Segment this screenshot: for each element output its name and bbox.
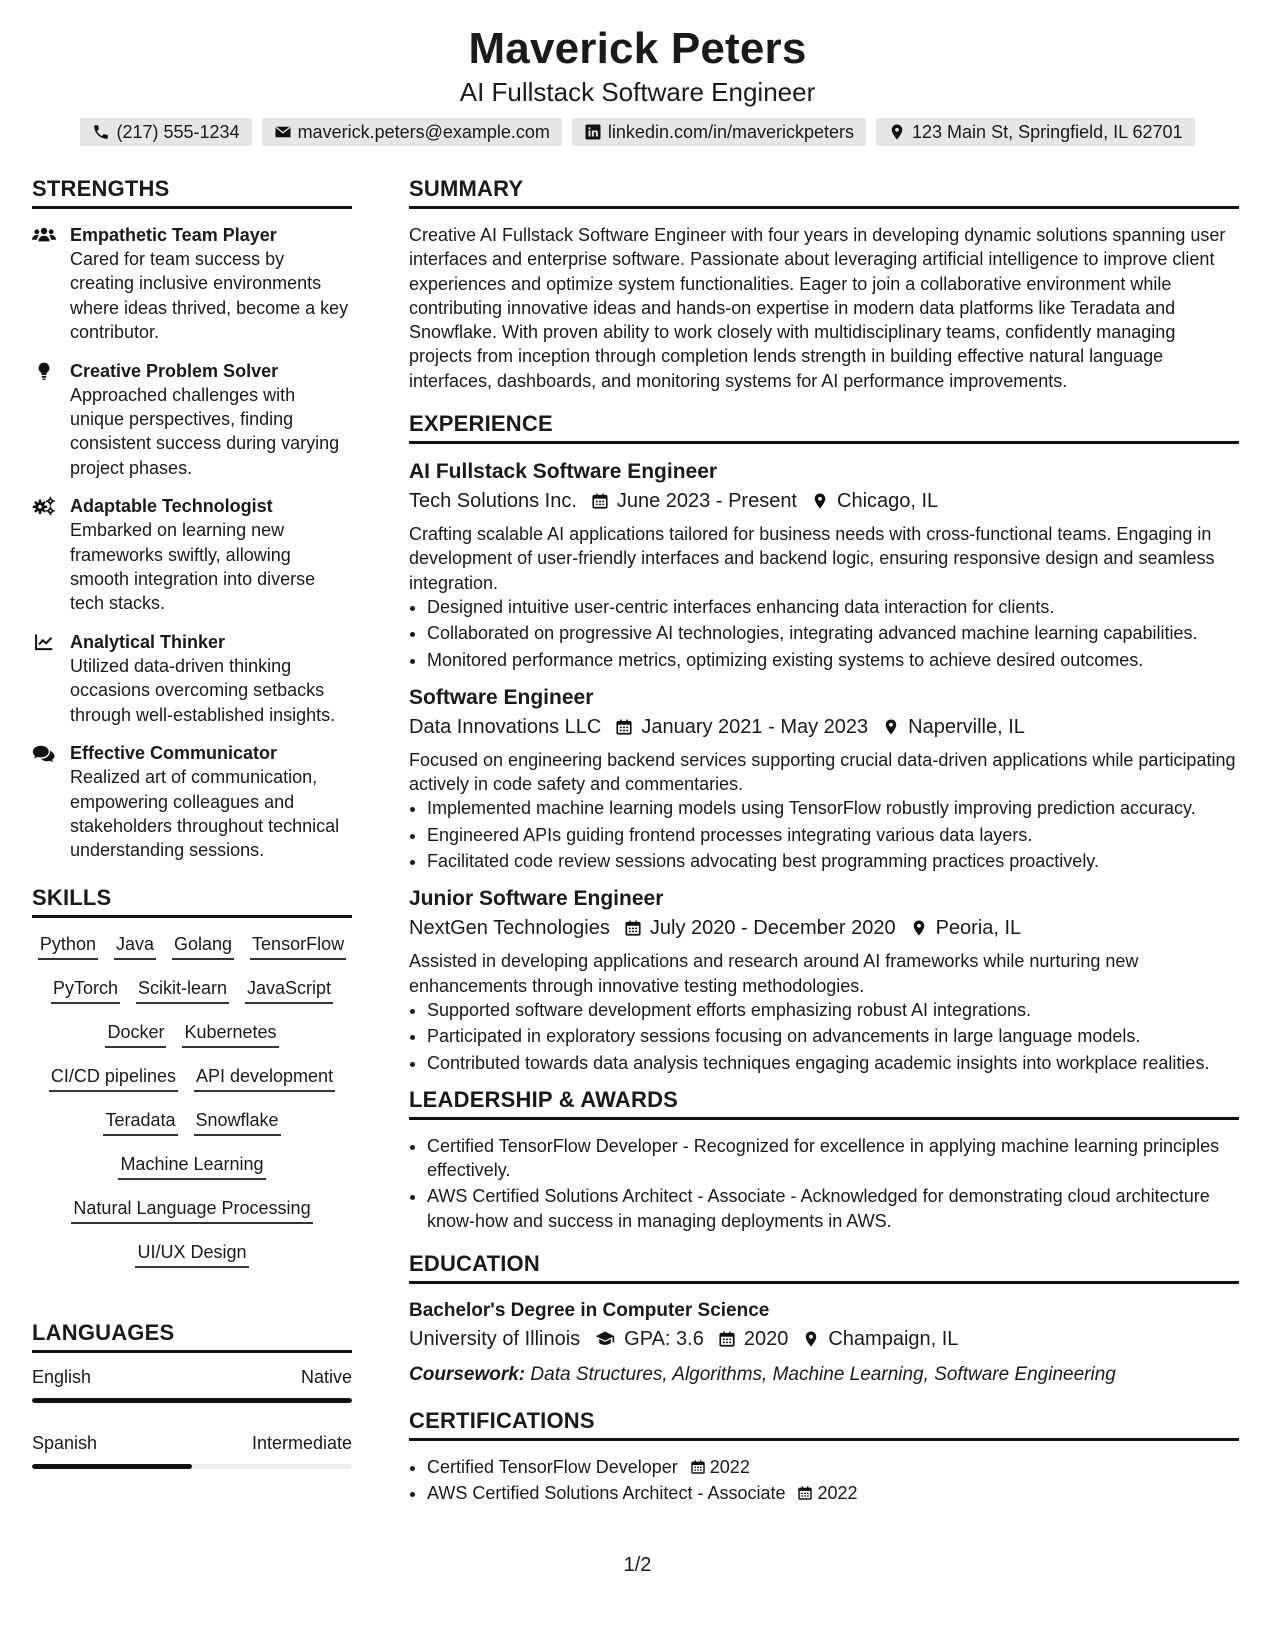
job-entry — [409, 684, 1239, 873]
education-degree: Bachelor's Degree in Computer Science — [409, 1300, 770, 1322]
job-entry — [409, 458, 1239, 672]
language-proficiency-bar — [32, 1398, 352, 1403]
map-marker-icon — [882, 718, 900, 736]
certification-year: 2022 — [709, 1457, 750, 1478]
strength-body — [70, 359, 352, 481]
job-dates: January 2021 - May 2023 — [641, 715, 869, 738]
job-entry — [409, 885, 1239, 1074]
experience-heading: EXPERIENCE — [409, 411, 1239, 444]
calendar-icon — [797, 1485, 813, 1501]
award-item: • Certified TensorFlow Developer - Recognized for excellence in applying machine learning principles effectively. — [427, 1134, 1239, 1183]
skills-row — [32, 1020, 352, 1048]
strength-title: Analytical Thinker — [70, 631, 226, 652]
education-location: Champaign, IL — [828, 1328, 959, 1351]
map-marker-icon — [910, 919, 928, 937]
skills-row — [32, 1196, 352, 1224]
education-meta — [409, 1324, 1239, 1354]
strength-item — [32, 223, 352, 345]
language-proficiency-fill — [32, 1398, 352, 1403]
summary-text: Creative AI Fullstack Software Engineer with four years in developing dynamic solutions spanning user interfaces and enterprise software. Passionate about leveraging artificial intelligence to improve client experiences and optimize system functionalities. Eager to join a collaborative environment while contributing innovative ideas and hands-on expertise in modern data platforms like Teradata and Snowflake. With proven ability to work closely with multidisciplinary teams, confidently managing projects from inception through completion lends strength in building effective natural language interfaces, dashboards, and monitoring systems for AI performance improvements. — [409, 225, 1226, 391]
candidate-name: Maverick Peters — [468, 24, 807, 73]
strength-desc: Utilized data-driven thinking occasions overcoming setbacks through well-established insights. — [70, 655, 336, 725]
language-name: Spanish — [32, 1432, 98, 1453]
skill-tag: Kubernetes — [182, 1020, 278, 1048]
job-description: Crafting scalable AI applications tailored for business needs with cross-functional teams. Engaging in development of user-friendly interfaces and backend logic, ensuring responsive design and seamless integration. — [409, 524, 1215, 593]
job-company: NextGen Technologies — [409, 917, 610, 940]
address-text: 123 Main St, Springfield, IL 62701 — [912, 121, 1183, 142]
job-bullet: • Contributed towards data analysis techniques engaging academic insights into workplace realities. — [427, 1051, 1239, 1075]
strength-icon-wrap — [32, 494, 70, 616]
job-dates: July 2020 - December 2020 — [649, 917, 896, 940]
skills-list — [32, 932, 352, 1276]
language-row — [32, 1365, 352, 1389]
job-meta — [409, 913, 1239, 943]
skills-row — [32, 976, 352, 1004]
strength-body — [70, 741, 352, 863]
strength-desc: Approached challenges with unique perspectives, finding consistent success during varying project phases. — [70, 384, 340, 478]
job-title: AI Fullstack Software Engineer — [409, 460, 718, 484]
job-location: Peoria, IL — [935, 917, 1022, 940]
skills-row — [32, 1240, 352, 1268]
certification-item — [427, 1455, 1239, 1479]
calendar-icon — [624, 919, 642, 937]
experience-list — [409, 458, 1239, 1075]
graduation-cap-icon — [594, 1329, 616, 1349]
job-company: Data Innovations LLC — [409, 715, 602, 738]
job-bullet: • Supported software development efforts emphasizing robust AI integrations. — [427, 998, 1239, 1022]
job-dates: June 2023 - Present — [616, 490, 797, 513]
gears-icon — [32, 496, 56, 516]
language-row — [32, 1431, 352, 1455]
coursework-text: Data Structures, Algorithms, Machine Learning, Software Engineering — [530, 1364, 1116, 1386]
skill-tag: Teradata — [103, 1108, 177, 1136]
calendar-icon — [718, 1330, 736, 1348]
map-marker-icon — [888, 123, 906, 141]
contact-bar — [0, 118, 1275, 146]
linkedin-text: linkedin.com/in/maverickpeters — [607, 121, 855, 142]
job-meta — [409, 486, 1239, 516]
strength-item — [32, 741, 352, 863]
leadership-heading: LEADERSHIP & AWARDS — [409, 1087, 1239, 1120]
page-number: 1/2 — [623, 1554, 652, 1576]
job-bullets — [409, 796, 1239, 873]
phone-text: (217) 555-1234 — [116, 121, 240, 142]
phone-icon — [92, 123, 110, 141]
strength-desc: Cared for team success by creating inclusive environments where ideas thrived, become a key contributor. — [70, 249, 349, 343]
skills-row — [32, 1064, 352, 1092]
contact-email[interactable] — [262, 118, 562, 146]
summary-heading: SUMMARY — [409, 176, 1239, 209]
strengths-heading: STRENGTHS — [32, 176, 352, 209]
skill-tag: CI/CD pipelines — [49, 1064, 178, 1092]
certification-item — [427, 1481, 1239, 1505]
job-bullet: • Monitored performance metrics, optimizing existing systems to achieve desired outcomes. — [427, 648, 1239, 672]
right-column — [409, 176, 1239, 1508]
education-year: 2020 — [743, 1328, 789, 1351]
strength-icon-wrap — [32, 223, 70, 345]
contact-address — [876, 118, 1195, 146]
left-column — [32, 176, 352, 1508]
skill-tag: Scikit-learn — [136, 976, 229, 1004]
skill-tag: Python — [38, 932, 98, 960]
job-bullet: • Implemented machine learning models using TensorFlow robustly improving prediction accuracy. — [427, 796, 1239, 820]
map-marker-icon — [802, 1330, 820, 1348]
strength-body — [70, 630, 352, 727]
skill-tag: JavaScript — [245, 976, 333, 1004]
certifications-list — [409, 1455, 1239, 1506]
strength-item — [32, 359, 352, 481]
job-title: Software Engineer — [409, 685, 594, 709]
skill-tag: Snowflake — [194, 1108, 281, 1136]
skills-row — [32, 1108, 352, 1136]
email-text: maverick.peters@example.com — [297, 121, 550, 142]
skill-tag: TensorFlow — [250, 932, 346, 960]
job-bullet: • Collaborated on progressive AI technologies, integrating advanced machine learning capabilities. — [427, 621, 1239, 645]
skill-tag: Golang — [172, 932, 234, 960]
comments-icon — [32, 743, 56, 763]
job-bullet: • Engineered APIs guiding frontend processes integrating various data layers. — [427, 823, 1239, 847]
job-bullets — [409, 595, 1239, 672]
certifications-heading: CERTIFICATIONS — [409, 1408, 1239, 1441]
certification-name: • AWS Certified Solutions Architect - Associate — [427, 1483, 786, 1504]
strength-desc: Embarked on learning new frameworks swiftly, allowing smooth integration into diverse tech stacks. — [70, 520, 316, 614]
users-icon — [32, 225, 56, 245]
job-bullets — [409, 998, 1239, 1075]
certification-row — [427, 1455, 1239, 1479]
calendar-icon — [690, 1459, 706, 1475]
strength-body — [70, 223, 352, 345]
job-description: Assisted in developing applications and research around AI frameworks while nurturing new enhancements through innovative testing methodologies. — [409, 951, 1139, 996]
map-marker-icon — [811, 492, 829, 510]
education-heading: EDUCATION — [409, 1251, 1239, 1284]
job-bullet: • Designed intuitive user-centric interfaces enhancing data interaction for clients. — [427, 595, 1239, 619]
strength-icon-wrap — [32, 741, 70, 863]
language-level: Intermediate — [251, 1432, 352, 1453]
job-location: Naperville, IL — [908, 715, 1025, 738]
job-description: Focused on engineering backend services supporting crucial data-driven applications while participating actively in code safety and commentaries. — [409, 749, 1236, 795]
education-school: University of Illinois — [409, 1328, 581, 1351]
skill-tag: API development — [194, 1064, 335, 1092]
strength-title: Empathetic Team Player — [70, 225, 277, 245]
skills-heading: SKILLS — [32, 885, 352, 918]
envelope-icon — [274, 123, 292, 141]
language-proficiency-bar — [32, 1464, 352, 1469]
skill-tag: UI/UX Design — [135, 1240, 248, 1268]
calendar-icon — [591, 492, 609, 510]
certification-row — [427, 1481, 1239, 1505]
language-proficiency-fill — [32, 1464, 192, 1469]
chart-line-icon — [32, 632, 56, 652]
award-item: • AWS Certified Solutions Architect - Associate - Acknowledged for demonstrating cloud architecture know-how and success in managing deployments in AWS. — [427, 1184, 1239, 1233]
job-location: Chicago, IL — [837, 490, 939, 513]
skill-tag: Natural Language Processing — [71, 1196, 312, 1224]
lightbulb-icon — [32, 361, 56, 381]
strength-title: Effective Communicator — [70, 743, 278, 764]
languages-list — [32, 1365, 352, 1469]
strengths-list — [32, 223, 352, 863]
skills-row — [32, 932, 352, 960]
job-bullet: • Participated in exploratory sessions focusing on advancements in large language models. — [427, 1024, 1239, 1048]
languages-heading: LANGUAGES — [32, 1320, 352, 1353]
language-name: English — [32, 1366, 92, 1387]
language-level: Native — [300, 1366, 352, 1387]
strength-item — [32, 630, 352, 727]
skill-tag: Docker — [105, 1020, 166, 1048]
candidate-role: AI Fullstack Software Engineer — [459, 77, 816, 107]
contact-linkedin[interactable] — [572, 118, 866, 146]
skill-tag: Machine Learning — [118, 1152, 265, 1180]
strength-title: Creative Problem Solver — [70, 360, 279, 381]
strength-desc: Realized art of communication, empowering colleagues and stakeholders throughout technical understanding sessions. — [70, 767, 340, 861]
job-meta — [409, 712, 1239, 742]
certification-year: 2022 — [817, 1483, 858, 1504]
job-title: Junior Software Engineer — [409, 887, 664, 911]
strength-body — [70, 494, 352, 616]
calendar-icon — [615, 718, 633, 736]
job-bullet: • Facilitated code review sessions advocating best programming practices proactively. — [427, 849, 1239, 873]
education-coursework — [409, 1360, 1239, 1390]
resume-header — [0, 0, 1275, 146]
skill-tag: Java — [114, 932, 156, 960]
certification-name: • Certified TensorFlow Developer — [427, 1457, 678, 1478]
strength-icon-wrap — [32, 630, 70, 727]
education-gpa: GPA: 3.6 — [624, 1328, 704, 1351]
leadership-list — [409, 1134, 1239, 1233]
job-company: Tech Solutions Inc. — [409, 490, 577, 513]
contact-phone[interactable] — [80, 118, 251, 146]
strength-title: Adaptable Technologist — [70, 496, 273, 517]
skills-row — [32, 1152, 352, 1180]
linkedin-icon — [584, 123, 602, 141]
strength-item — [32, 494, 352, 616]
skill-tag: PyTorch — [51, 976, 120, 1004]
coursework-label: Coursework: — [409, 1364, 526, 1386]
strength-icon-wrap — [32, 359, 70, 481]
